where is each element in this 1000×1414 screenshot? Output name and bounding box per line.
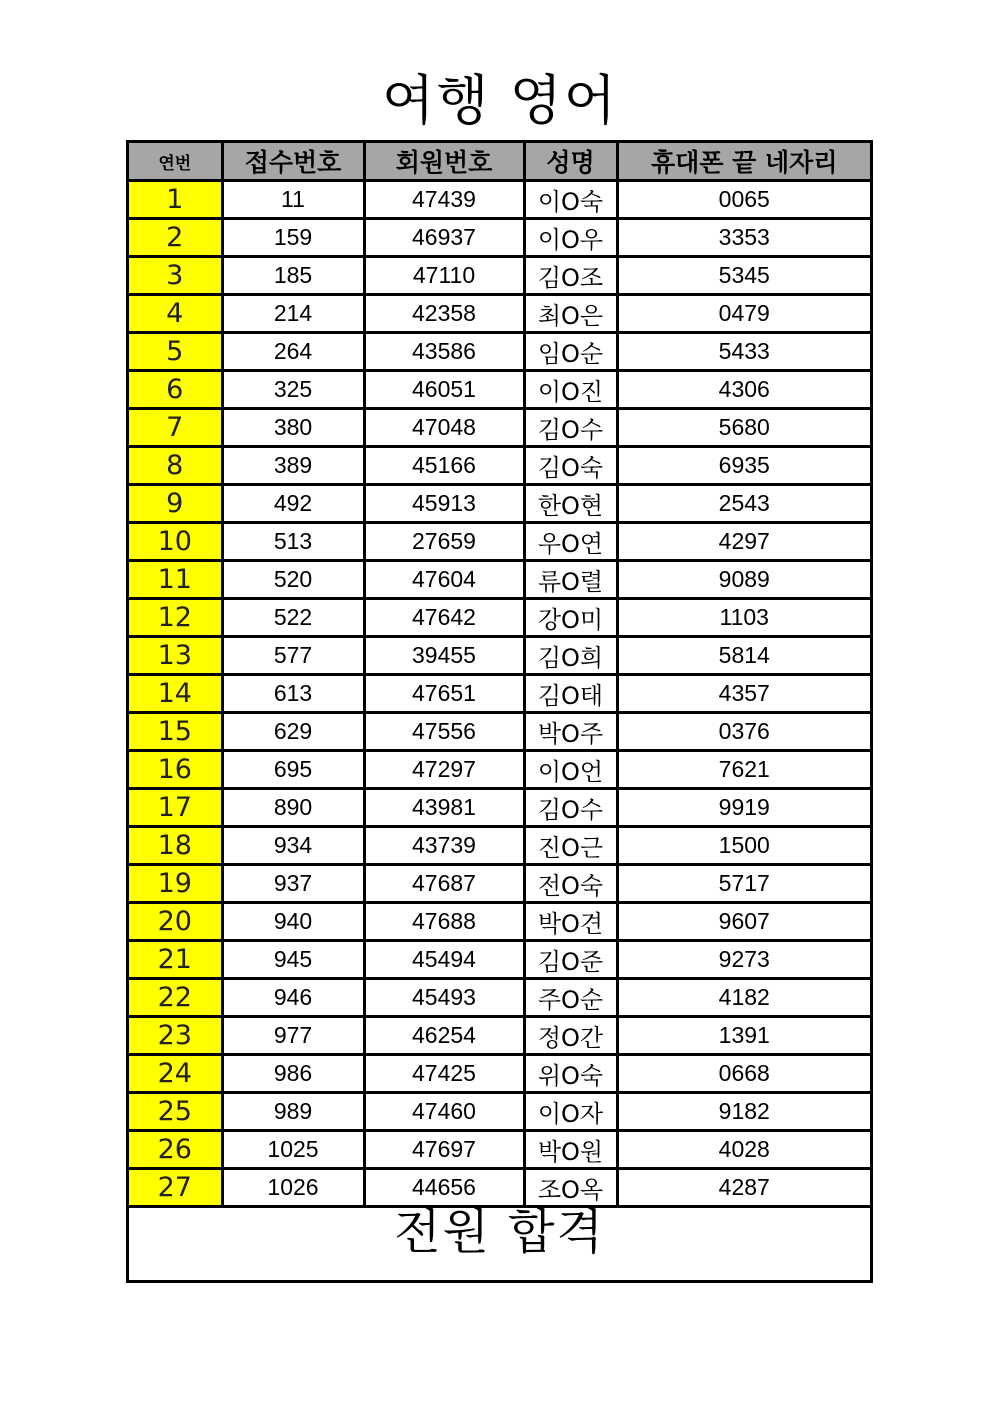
cell-receipt: 986 [222, 1055, 364, 1093]
cell-phone: 9607 [617, 903, 870, 941]
table-row [129, 827, 870, 865]
cell-no: 20 [129, 903, 222, 941]
cell-receipt: 185 [222, 257, 364, 295]
table-row [129, 485, 870, 523]
cell-no: 14 [129, 675, 222, 713]
cell-member: 27659 [364, 523, 524, 561]
table-row [129, 1055, 870, 1093]
table-row [129, 219, 870, 257]
cell-no: 3 [129, 257, 222, 295]
cell-no: 26 [129, 1131, 222, 1169]
cell-member: 45913 [364, 485, 524, 523]
cell-name: 조O옥 [524, 1169, 617, 1207]
cell-no: 1 [129, 181, 222, 219]
cell-phone: 1103 [617, 599, 870, 637]
cell-no: 18 [129, 827, 222, 865]
cell-no: 19 [129, 865, 222, 903]
cell-no: 9 [129, 485, 222, 523]
cell-phone: 0376 [617, 713, 870, 751]
table-row [129, 979, 870, 1017]
cell-phone: 5345 [617, 257, 870, 295]
cell-name: 김O준 [524, 941, 617, 979]
cell-receipt: 1026 [222, 1169, 364, 1207]
cell-member: 47642 [364, 599, 524, 637]
header-name: 성명 [524, 143, 617, 181]
table-row [129, 295, 870, 333]
cell-name: 정O간 [524, 1017, 617, 1055]
cell-name: 이O진 [524, 371, 617, 409]
table-row [129, 1017, 870, 1055]
cell-receipt: 945 [222, 941, 364, 979]
cell-name: 류O렬 [524, 561, 617, 599]
cell-name: 박O주 [524, 713, 617, 751]
cell-name: 이O우 [524, 219, 617, 257]
table-row [129, 675, 870, 713]
cell-phone: 6935 [617, 447, 870, 485]
cell-phone: 0668 [617, 1055, 870, 1093]
cell-name: 박O견 [524, 903, 617, 941]
cell-member: 47687 [364, 865, 524, 903]
cell-name: 이O언 [524, 751, 617, 789]
cell-phone: 4297 [617, 523, 870, 561]
cell-no: 8 [129, 447, 222, 485]
cell-receipt: 937 [222, 865, 364, 903]
cell-member: 46254 [364, 1017, 524, 1055]
table-row [129, 637, 870, 675]
cell-receipt: 613 [222, 675, 364, 713]
cell-member: 47297 [364, 751, 524, 789]
header-no: 연번 [129, 143, 222, 181]
cell-member: 39455 [364, 637, 524, 675]
cell-name: 김O희 [524, 637, 617, 675]
cell-phone: 5433 [617, 333, 870, 371]
cell-receipt: 159 [222, 219, 364, 257]
cell-member: 47697 [364, 1131, 524, 1169]
result-text: 전원 합격 [394, 1204, 605, 1260]
cell-name: 김O수 [524, 409, 617, 447]
table-row [129, 713, 870, 751]
cell-no: 15 [129, 713, 222, 751]
cell-member: 47110 [364, 257, 524, 295]
table-row [129, 599, 870, 637]
cell-phone: 2543 [617, 485, 870, 523]
cell-member: 43981 [364, 789, 524, 827]
cell-phone: 7621 [617, 751, 870, 789]
cell-phone: 9273 [617, 941, 870, 979]
table-row [129, 371, 870, 409]
cell-no: 12 [129, 599, 222, 637]
cell-receipt: 389 [222, 447, 364, 485]
table-row [129, 181, 870, 219]
cell-name: 전O숙 [524, 865, 617, 903]
cell-member: 47048 [364, 409, 524, 447]
cell-name: 김O태 [524, 675, 617, 713]
cell-name: 박O원 [524, 1131, 617, 1169]
cell-phone: 4306 [617, 371, 870, 409]
cell-member: 47460 [364, 1093, 524, 1131]
cell-name: 김O조 [524, 257, 617, 295]
cell-receipt: 940 [222, 903, 364, 941]
cell-name: 위O숙 [524, 1055, 617, 1093]
cell-phone: 5680 [617, 409, 870, 447]
cell-name: 우O연 [524, 523, 617, 561]
cell-no: 5 [129, 333, 222, 371]
table-row [129, 903, 870, 941]
cell-no: 25 [129, 1093, 222, 1131]
cell-phone: 4287 [617, 1169, 870, 1207]
cell-receipt: 989 [222, 1093, 364, 1131]
cell-no: 17 [129, 789, 222, 827]
cell-receipt: 513 [222, 523, 364, 561]
cell-phone: 9919 [617, 789, 870, 827]
cell-receipt: 492 [222, 485, 364, 523]
table-row [129, 523, 870, 561]
cell-member: 43739 [364, 827, 524, 865]
header-row [129, 143, 870, 181]
table-row [129, 561, 870, 599]
table-row [129, 789, 870, 827]
cell-no: 6 [129, 371, 222, 409]
header-phone: 휴대폰 끝 네자리 [617, 143, 870, 181]
cell-phone: 3353 [617, 219, 870, 257]
cell-no: 2 [129, 219, 222, 257]
table-header [129, 143, 870, 181]
cell-receipt: 934 [222, 827, 364, 865]
cell-phone: 5814 [617, 637, 870, 675]
cell-name: 진O근 [524, 827, 617, 865]
table-row [129, 257, 870, 295]
table-row [129, 1131, 870, 1169]
cell-receipt: 977 [222, 1017, 364, 1055]
cell-member: 45166 [364, 447, 524, 485]
cell-phone: 1391 [617, 1017, 870, 1055]
cell-name: 이O숙 [524, 181, 617, 219]
cell-receipt: 380 [222, 409, 364, 447]
cell-phone: 4357 [617, 675, 870, 713]
cell-receipt: 890 [222, 789, 364, 827]
table-row [129, 941, 870, 979]
cell-member: 47651 [364, 675, 524, 713]
cell-no: 21 [129, 941, 222, 979]
cell-member: 45493 [364, 979, 524, 1017]
cell-name: 강O미 [524, 599, 617, 637]
cell-receipt: 520 [222, 561, 364, 599]
cell-member: 47604 [364, 561, 524, 599]
cell-no: 16 [129, 751, 222, 789]
cell-no: 24 [129, 1055, 222, 1093]
cell-name: 최O은 [524, 295, 617, 333]
table-row [129, 865, 870, 903]
cell-name: 김O숙 [524, 447, 617, 485]
cell-phone: 5717 [617, 865, 870, 903]
table-row [129, 447, 870, 485]
roster-sheet [126, 140, 873, 1283]
cell-no: 23 [129, 1017, 222, 1055]
header-receipt: 접수번호 [222, 143, 364, 181]
cell-no: 13 [129, 637, 222, 675]
cell-member: 47425 [364, 1055, 524, 1093]
cell-receipt: 946 [222, 979, 364, 1017]
cell-member: 47556 [364, 713, 524, 751]
cell-receipt: 695 [222, 751, 364, 789]
cell-name: 임O순 [524, 333, 617, 371]
cell-name: 주O순 [524, 979, 617, 1017]
cell-no: 27 [129, 1169, 222, 1207]
cell-member: 42358 [364, 295, 524, 333]
cell-receipt: 11 [222, 181, 364, 219]
roster-table [129, 143, 870, 1208]
cell-member: 46051 [364, 371, 524, 409]
table-row [129, 751, 870, 789]
cell-member: 47688 [364, 903, 524, 941]
cell-phone: 9182 [617, 1093, 870, 1131]
cell-receipt: 522 [222, 599, 364, 637]
cell-phone: 4028 [617, 1131, 870, 1169]
cell-receipt: 325 [222, 371, 364, 409]
cell-no: 11 [129, 561, 222, 599]
cell-phone: 0479 [617, 295, 870, 333]
table-row [129, 1093, 870, 1131]
cell-member: 44656 [364, 1169, 524, 1207]
cell-receipt: 214 [222, 295, 364, 333]
cell-receipt: 264 [222, 333, 364, 371]
cell-no: 22 [129, 979, 222, 1017]
table-row [129, 409, 870, 447]
cell-phone: 0065 [617, 181, 870, 219]
header-member: 회원번호 [364, 143, 524, 181]
cell-phone: 4182 [617, 979, 870, 1017]
cell-receipt: 1025 [222, 1131, 364, 1169]
cell-no: 4 [129, 295, 222, 333]
table-row [129, 333, 870, 371]
cell-no: 10 [129, 523, 222, 561]
cell-phone: 1500 [617, 827, 870, 865]
cell-receipt: 577 [222, 637, 364, 675]
cell-name: 한O현 [524, 485, 617, 523]
cell-member: 46937 [364, 219, 524, 257]
cell-no: 7 [129, 409, 222, 447]
cell-name: 이O자 [524, 1093, 617, 1131]
page-title: 여행 영어 [382, 69, 618, 132]
cell-member: 47439 [364, 181, 524, 219]
table-body [129, 181, 870, 1207]
cell-member: 45494 [364, 941, 524, 979]
cell-phone: 9089 [617, 561, 870, 599]
cell-member: 43586 [364, 333, 524, 371]
cell-name: 김O수 [524, 789, 617, 827]
cell-receipt: 629 [222, 713, 364, 751]
